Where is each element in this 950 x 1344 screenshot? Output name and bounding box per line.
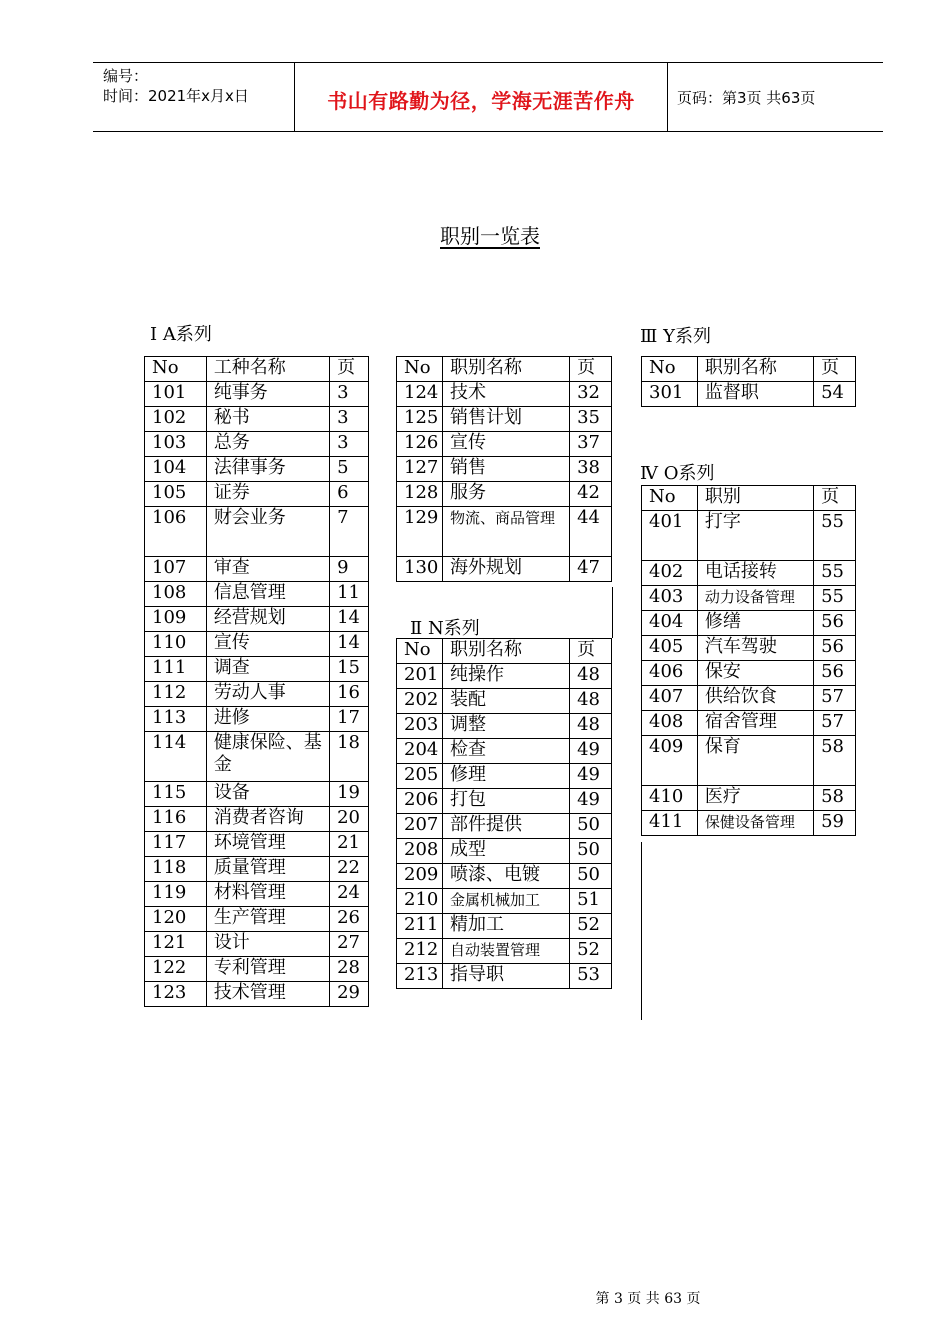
cell-page: 50 xyxy=(570,864,612,889)
cell-page: 3 xyxy=(330,382,369,407)
header-page-info: 页码：第3页 共63页 xyxy=(677,89,816,107)
cell-no: 110 xyxy=(145,632,207,657)
column-header-page: 页 xyxy=(814,486,856,511)
cell-no: 129 xyxy=(397,507,443,557)
table-header-row xyxy=(397,357,612,382)
cell-page: 57 xyxy=(814,711,856,736)
page-footer: 第 3 页 共 63 页 xyxy=(595,1291,701,1307)
cell-no: 123 xyxy=(145,982,207,1007)
table-row xyxy=(145,907,369,932)
cell-name: 秘书 xyxy=(206,407,329,432)
cell-page: 48 xyxy=(570,664,612,689)
number-label: 编号： xyxy=(103,67,149,85)
table-row xyxy=(145,982,369,1007)
table-row xyxy=(145,632,369,657)
cell-name: 技术 xyxy=(442,382,569,407)
cell-name: 调查 xyxy=(206,657,329,682)
table-header-row xyxy=(642,486,856,511)
cell-page: 55 xyxy=(814,561,856,586)
cell-page: 15 xyxy=(330,657,369,682)
cell-name: 消费者咨询 xyxy=(206,807,329,832)
cell-name: 打包 xyxy=(442,789,569,814)
cell-no: 403 xyxy=(642,586,698,611)
cell-no: 124 xyxy=(397,382,443,407)
table-row xyxy=(642,736,856,786)
cell-name: 供给饮食 xyxy=(697,686,813,711)
cell-no: 401 xyxy=(642,511,698,561)
table-row xyxy=(397,507,612,557)
section-label-y: Ⅲ Y系列 xyxy=(640,326,711,347)
table-row xyxy=(642,561,856,586)
cell-page: 14 xyxy=(330,607,369,632)
cell-no: 409 xyxy=(642,736,698,786)
cell-page: 3 xyxy=(330,407,369,432)
table-row xyxy=(145,507,369,557)
table-row xyxy=(145,582,369,607)
cell-name: 专利管理 xyxy=(206,957,329,982)
cell-page: 5 xyxy=(330,457,369,482)
section-label-a: Ⅰ A系列 xyxy=(150,324,212,345)
table-row xyxy=(145,807,369,832)
table-row xyxy=(642,611,856,636)
cell-page: 47 xyxy=(570,557,612,582)
cell-no: 114 xyxy=(145,732,207,782)
cell-name: 材料管理 xyxy=(206,882,329,907)
cell-no: 207 xyxy=(397,814,443,839)
cell-no: 107 xyxy=(145,557,207,582)
cell-page: 6 xyxy=(330,482,369,507)
cell-page: 58 xyxy=(814,786,856,811)
time-label: 时间：2021年x月x日 xyxy=(103,87,249,105)
cell-name: 保健设备管理 xyxy=(697,811,813,836)
cell-no: 122 xyxy=(145,957,207,982)
cell-no: 117 xyxy=(145,832,207,857)
table-row xyxy=(397,739,612,764)
table-row xyxy=(397,964,612,989)
cell-no: 112 xyxy=(145,682,207,707)
cell-page: 52 xyxy=(570,939,612,964)
table-row xyxy=(397,432,612,457)
cell-name: 经营规划 xyxy=(206,607,329,632)
cell-page: 42 xyxy=(570,482,612,507)
cell-name: 物流、商品管理 xyxy=(442,507,569,557)
cell-name: 自动装置管理 xyxy=(442,939,569,964)
cell-page: 29 xyxy=(330,982,369,1007)
table-row xyxy=(642,661,856,686)
table-row xyxy=(397,407,612,432)
page-title xyxy=(0,220,950,249)
table-row xyxy=(397,664,612,689)
cell-name: 修理 xyxy=(442,764,569,789)
cell-no: 109 xyxy=(145,607,207,632)
table-row xyxy=(145,432,369,457)
cell-no: 206 xyxy=(397,789,443,814)
cell-no: 103 xyxy=(145,432,207,457)
cell-page: 18 xyxy=(330,732,369,782)
cell-no: 120 xyxy=(145,907,207,932)
cell-name: 质量管理 xyxy=(206,857,329,882)
cell-page: 38 xyxy=(570,457,612,482)
table-row xyxy=(642,382,856,407)
table-row xyxy=(145,732,369,782)
table-row xyxy=(397,914,612,939)
table-row xyxy=(145,932,369,957)
cell-page: 14 xyxy=(330,632,369,657)
cell-no: 116 xyxy=(145,807,207,832)
cell-name: 部件提供 xyxy=(442,814,569,839)
cell-no: 104 xyxy=(145,457,207,482)
column-header-page: 页 xyxy=(570,357,612,382)
cell-no: 213 xyxy=(397,964,443,989)
column-header-name: 职别名称 xyxy=(697,357,813,382)
table-header-row xyxy=(397,639,612,664)
cell-page: 50 xyxy=(570,839,612,864)
cell-no: 209 xyxy=(397,864,443,889)
cell-name: 检查 xyxy=(442,739,569,764)
column-header-name: 职别名称 xyxy=(442,357,569,382)
table-row xyxy=(397,482,612,507)
table-row xyxy=(145,707,369,732)
table-row xyxy=(145,682,369,707)
cell-name: 财会业务 xyxy=(206,507,329,557)
table-row xyxy=(397,714,612,739)
cell-no: 102 xyxy=(145,407,207,432)
cell-no: 212 xyxy=(397,939,443,964)
cell-page: 59 xyxy=(814,811,856,836)
cell-no: 204 xyxy=(397,739,443,764)
cell-no: 113 xyxy=(145,707,207,732)
table-row xyxy=(642,686,856,711)
column-header-no: No xyxy=(397,639,443,664)
cell-no: 402 xyxy=(642,561,698,586)
cell-page: 22 xyxy=(330,857,369,882)
table-row xyxy=(145,882,369,907)
cell-name: 环境管理 xyxy=(206,832,329,857)
column-header-no: No xyxy=(642,357,698,382)
cell-no: 115 xyxy=(145,782,207,807)
cell-page: 48 xyxy=(570,689,612,714)
cell-page: 24 xyxy=(330,882,369,907)
cell-no: 121 xyxy=(145,932,207,957)
cell-name: 审查 xyxy=(206,557,329,582)
table-rule xyxy=(641,842,642,1020)
section-label-o: Ⅳ O系列 xyxy=(640,463,715,484)
cell-page: 44 xyxy=(570,507,612,557)
cell-name: 法律事务 xyxy=(206,457,329,482)
cell-name: 医疗 xyxy=(697,786,813,811)
table-y-body xyxy=(642,357,856,407)
cell-page: 32 xyxy=(570,382,612,407)
cell-no: 130 xyxy=(397,557,443,582)
cell-name: 精加工 xyxy=(442,914,569,939)
cell-name: 技术管理 xyxy=(206,982,329,1007)
cell-name: 打字 xyxy=(697,511,813,561)
cell-name: 证券 xyxy=(206,482,329,507)
cell-no: 410 xyxy=(642,786,698,811)
table-row xyxy=(145,407,369,432)
cell-name: 进修 xyxy=(206,707,329,732)
cell-name: 信息管理 xyxy=(206,582,329,607)
cell-page: 3 xyxy=(330,432,369,457)
page-header xyxy=(93,62,883,132)
cell-page: 19 xyxy=(330,782,369,807)
table-row xyxy=(397,457,612,482)
table-row xyxy=(397,939,612,964)
cell-name: 成型 xyxy=(442,839,569,864)
column-header-no: No xyxy=(397,357,443,382)
cell-page: 26 xyxy=(330,907,369,932)
table-row xyxy=(642,586,856,611)
cell-no: 301 xyxy=(642,382,698,407)
cell-page: 20 xyxy=(330,807,369,832)
page-title-text: 职别一览表 xyxy=(440,224,540,248)
cell-page: 49 xyxy=(570,789,612,814)
table-o-body xyxy=(642,486,856,836)
column-header-page: 页 xyxy=(814,357,856,382)
cell-page: 49 xyxy=(570,739,612,764)
cell-page: 21 xyxy=(330,832,369,857)
cell-page: 56 xyxy=(814,636,856,661)
table-row xyxy=(145,832,369,857)
cell-no: 205 xyxy=(397,764,443,789)
table-row xyxy=(145,857,369,882)
cell-no: 119 xyxy=(145,882,207,907)
table-row xyxy=(397,864,612,889)
column-header-page: 页 xyxy=(330,357,369,382)
cell-name: 生产管理 xyxy=(206,907,329,932)
cell-no: 126 xyxy=(397,432,443,457)
cell-name: 健康保险、基金 xyxy=(206,732,329,782)
cell-name: 装配 xyxy=(442,689,569,714)
table-a-series xyxy=(144,356,369,1007)
table-a-body xyxy=(145,357,369,1007)
table-row xyxy=(642,811,856,836)
cell-no: 101 xyxy=(145,382,207,407)
cell-name: 宿舍管理 xyxy=(697,711,813,736)
cell-page: 16 xyxy=(330,682,369,707)
cell-no: 128 xyxy=(397,482,443,507)
cell-page: 9 xyxy=(330,557,369,582)
table-row xyxy=(397,764,612,789)
cell-page: 17 xyxy=(330,707,369,732)
cell-page: 28 xyxy=(330,957,369,982)
table-row xyxy=(642,711,856,736)
cell-page: 11 xyxy=(330,582,369,607)
cell-no: 211 xyxy=(397,914,443,939)
cell-no: 411 xyxy=(642,811,698,836)
cell-page: 48 xyxy=(570,714,612,739)
column-header-no: No xyxy=(145,357,207,382)
table-row xyxy=(145,482,369,507)
table-row xyxy=(145,457,369,482)
table-row xyxy=(642,786,856,811)
table-n-body xyxy=(397,639,612,989)
table-header-row xyxy=(145,357,369,382)
cell-name: 修缮 xyxy=(697,611,813,636)
table-row xyxy=(145,782,369,807)
cell-page: 53 xyxy=(570,964,612,989)
table-rule xyxy=(612,587,613,638)
cell-name: 销售计划 xyxy=(442,407,569,432)
table-row xyxy=(145,957,369,982)
cell-no: 406 xyxy=(642,661,698,686)
table-a-continued xyxy=(396,356,612,582)
cell-name: 喷漆、电镀 xyxy=(442,864,569,889)
cell-page: 56 xyxy=(814,661,856,686)
cell-no: 127 xyxy=(397,457,443,482)
cell-name: 保安 xyxy=(697,661,813,686)
cell-name: 销售 xyxy=(442,457,569,482)
table-row xyxy=(145,382,369,407)
column-header-no: No xyxy=(642,486,698,511)
column-header-name: 职别 xyxy=(697,486,813,511)
cell-page: 55 xyxy=(814,586,856,611)
cell-no: 203 xyxy=(397,714,443,739)
table-row xyxy=(397,382,612,407)
table-row xyxy=(642,511,856,561)
header-meta xyxy=(103,66,249,106)
cell-no: 202 xyxy=(397,689,443,714)
cell-page: 35 xyxy=(570,407,612,432)
table-o-series xyxy=(641,485,856,836)
cell-name: 劳动人事 xyxy=(206,682,329,707)
cell-page: 49 xyxy=(570,764,612,789)
section-label-n: Ⅱ N系列 xyxy=(410,618,480,639)
table-header-row xyxy=(642,357,856,382)
table-row xyxy=(145,557,369,582)
cell-name: 海外规划 xyxy=(442,557,569,582)
cell-no: 108 xyxy=(145,582,207,607)
cell-page: 51 xyxy=(570,889,612,914)
cell-page: 55 xyxy=(814,511,856,561)
table-row xyxy=(397,789,612,814)
cell-name: 纯操作 xyxy=(442,664,569,689)
cell-name: 金属机械加工 xyxy=(442,889,569,914)
cell-no: 208 xyxy=(397,839,443,864)
cell-page: 27 xyxy=(330,932,369,957)
header-divider xyxy=(667,63,668,131)
table-row xyxy=(145,657,369,682)
cell-no: 125 xyxy=(397,407,443,432)
cell-name: 动力设备管理 xyxy=(697,586,813,611)
cell-page: 58 xyxy=(814,736,856,786)
cell-name: 设计 xyxy=(206,932,329,957)
table-y-series xyxy=(641,356,856,407)
table-row xyxy=(642,636,856,661)
cell-page: 37 xyxy=(570,432,612,457)
cell-name: 调整 xyxy=(442,714,569,739)
cell-no: 105 xyxy=(145,482,207,507)
table-n-series xyxy=(396,638,612,989)
table-row xyxy=(397,689,612,714)
column-header-name: 职别名称 xyxy=(442,639,569,664)
cell-name: 设备 xyxy=(206,782,329,807)
cell-no: 201 xyxy=(397,664,443,689)
table-row xyxy=(397,839,612,864)
header-motto: 书山有路勤为径，学海无涯苦作舟 xyxy=(327,89,635,113)
cell-no: 210 xyxy=(397,889,443,914)
column-header-page: 页 xyxy=(570,639,612,664)
cell-name: 服务 xyxy=(442,482,569,507)
table-row xyxy=(145,607,369,632)
cell-name: 纯事务 xyxy=(206,382,329,407)
cell-name: 指导职 xyxy=(442,964,569,989)
cell-page: 57 xyxy=(814,686,856,711)
cell-page: 54 xyxy=(814,382,856,407)
cell-no: 111 xyxy=(145,657,207,682)
table-row xyxy=(397,889,612,914)
cell-no: 106 xyxy=(145,507,207,557)
cell-name: 宣传 xyxy=(206,632,329,657)
table-row xyxy=(397,814,612,839)
cell-no: 405 xyxy=(642,636,698,661)
cell-no: 408 xyxy=(642,711,698,736)
column-header-name: 工种名称 xyxy=(206,357,329,382)
cell-name: 电话接转 xyxy=(697,561,813,586)
cell-name: 汽车驾驶 xyxy=(697,636,813,661)
cell-name: 保育 xyxy=(697,736,813,786)
cell-page: 7 xyxy=(330,507,369,557)
cell-name: 监督职 xyxy=(697,382,813,407)
cell-page: 50 xyxy=(570,814,612,839)
cell-no: 118 xyxy=(145,857,207,882)
cell-no: 404 xyxy=(642,611,698,636)
table-a-continued-body xyxy=(397,357,612,582)
cell-page: 56 xyxy=(814,611,856,636)
table-row xyxy=(397,557,612,582)
cell-name: 宣传 xyxy=(442,432,569,457)
cell-no: 407 xyxy=(642,686,698,711)
cell-page: 52 xyxy=(570,914,612,939)
cell-name: 总务 xyxy=(206,432,329,457)
